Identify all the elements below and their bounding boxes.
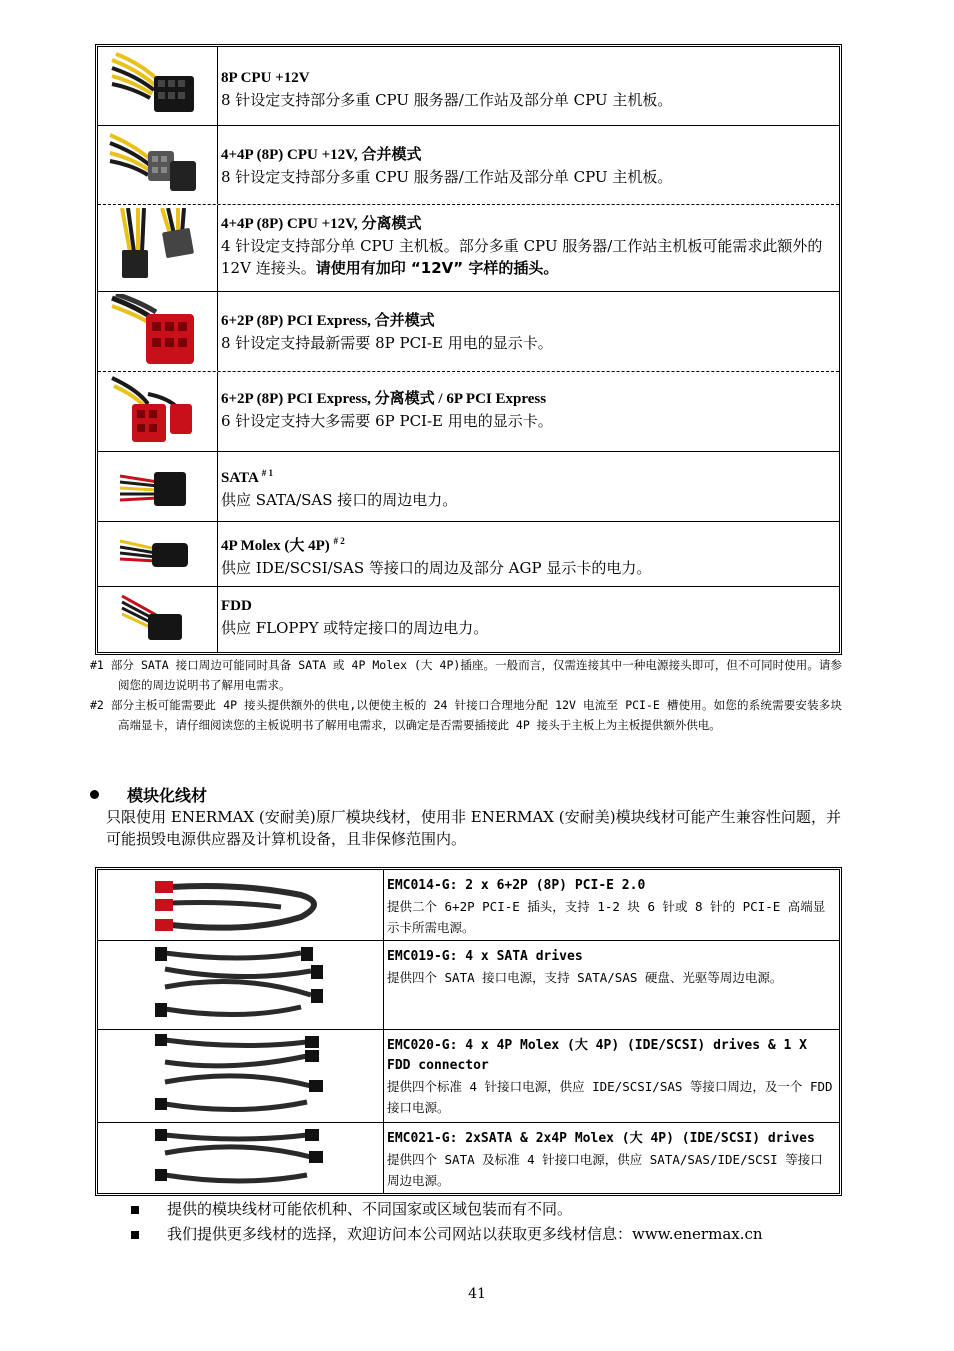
list-item-text: 提供的模块线材可能依机种、不同国家或区域包装而有不同。 [167,1200,573,1218]
cpu-8pin-connector-photo [98,47,218,125]
sata-cable-photo [98,941,384,1029]
sata-molex-cable-photo [98,1123,384,1193]
cable-title: EMC020-G: 4 x 4P Molex (大 4P) (IDE/SCSI) drives & 1 X FDD connector [387,1038,807,1073]
cable-title: EMC019-G: 4 x SATA drives [387,949,583,964]
section-title: 模块化线材 [127,786,208,805]
connector-title: 4+4P (8P) CPU +12V, 合并模式 [221,147,422,163]
connector-row [98,126,839,205]
connector-row [98,522,839,587]
cable-row [98,1123,839,1193]
list-item [131,1197,843,1222]
connector-title: 4P Molex (大 4P) [221,538,330,554]
cable-title: EMC014-G: 2 x 6+2P (8P) PCI-E 2.0 [387,878,646,893]
connector-description: 8 针设定支持最新需要 8P PCI-E 用电的显示卡。 [221,334,553,352]
connector-description: 供应 IDE/SCSI/SAS 等接口的周边及部分 AGP 显示卡的电力。 [221,559,652,577]
connector-title: SATA [221,470,258,486]
cable-row [98,941,839,1030]
footnote-2: #2 部分主板可能需要此 4P 接头提供额外的供电,以便使主板的 24 针接口合理地分配 12V 电流至 PCI-E 槽使用。如您的系统需要安装多块高端显卡，请仔细阅读您的主板说明书了解用电需求，以确定是否需要插接此 4P 接头于主板上为主板提供额外供电。 [90,698,842,732]
connector-description: 8 针设定支持部分多重 CPU 服务器/工作站及部分单 CPU 主机板。 [221,91,673,109]
list-item [131,1222,843,1247]
cable-description: 提供四个 SATA 及标准 4 针接口电源，供应 SATA/SAS/IDE/SCSI 等接口周边电源。 [387,1152,823,1188]
cpu-4plus4-combined-photo [98,126,218,204]
connector-description: 8 针设定支持部分多重 CPU 服务器/工作站及部分单 CPU 主机板。 [221,168,673,186]
cable-description: 提供二个 6+2P PCI-E 插头，支持 1-2 块 6 针或 8 针的 PCI-E 高端显示卡所需电源。 [387,899,826,935]
connector-warning: 请使用有加印 “12V” 字样的插头。 [315,259,559,277]
molex-fdd-cable-photo [98,1030,384,1122]
connector-description: 供应 SATA/SAS 接口的周边电力。 [221,491,458,509]
connector-title: 8P CPU +12V [221,70,310,86]
cable-description: 提供四个 SATA 接口电源，支持 SATA/SAS 硬盘、光驱等周边电源。 [387,970,783,985]
footnote-ref: # 2 [333,536,345,546]
footnote-1: #1 部分 SATA 接口周边可能同时具备 SATA 或 4P Molex (大 4P)插座。一般而言，仅需连接其中一种电源接头即可，但不可同时使用。请参阅您的周边说明书了解用电需求。 [90,658,842,692]
pcie-6plus2-separate-photo [98,372,218,451]
connector-row [98,292,839,372]
connector-title: FDD [221,598,252,614]
connector-row [98,47,839,126]
connector-row [98,587,839,652]
connector-description: 4 针设定支持部分单 CPU 主机板。部分多重 CPU 服务器/工作站主机板可能需求此额外的 12V 连接头。 [221,237,823,277]
connector-table [95,44,842,655]
molex-connector-photo [98,522,218,586]
footnote-ref: # 1 [261,468,273,478]
bullet-dot-icon [90,790,99,799]
list-item-text: 我们提供更多线材的选择，欢迎访问本公司网站以获取更多线材信息：www.enermax.cn [167,1225,763,1243]
pcie-6plus2-combined-photo [98,292,218,371]
section-body: 只限使用 ENERMAX (安耐美)原厂模块线材，使用非 ENERMAX (安耐美)模块线材可能产生兼容性问题，并可能损毁电源供应器及计算机设备，且非保修范围内。 [106,808,841,848]
square-bullet-icon [131,1206,139,1214]
cable-row [98,1030,839,1123]
fdd-connector-photo [98,587,218,652]
pcie-cable-photo [98,870,384,940]
connector-row [98,205,839,292]
info-bullet-list [131,1197,843,1247]
cable-row [98,870,839,941]
connector-description: 供应 FLOPPY 或特定接口的周边电力。 [221,619,489,637]
connector-title: 4+4P (8P) CPU +12V, 分离模式 [221,216,422,232]
square-bullet-icon [131,1231,139,1239]
section-heading [90,783,207,806]
cable-title: EMC021-G: 2xSATA & 2x4P Molex (大 4P) (IDE/SCSI) drives [387,1131,815,1146]
connector-row [98,372,839,452]
connector-row [98,452,839,522]
modular-cable-table [95,867,842,1196]
connector-description: 6 针设定支持大多需要 6P PCI-E 用电的显示卡。 [221,412,553,430]
sata-connector-photo [98,452,218,521]
cable-description: 提供四个标准 4 针接口电源，供应 IDE/SCSI/SAS 等接口周边，及一个 FDD 接口电源。 [387,1079,833,1115]
connector-title: 6+2P (8P) PCI Express, 分离模式 / 6P PCI Express [221,391,547,407]
footnotes [90,655,842,735]
cpu-4plus4-separate-photo [98,205,218,291]
page-number: 41 [468,1286,486,1302]
connector-title: 6+2P (8P) PCI Express, 合并模式 [221,313,435,329]
